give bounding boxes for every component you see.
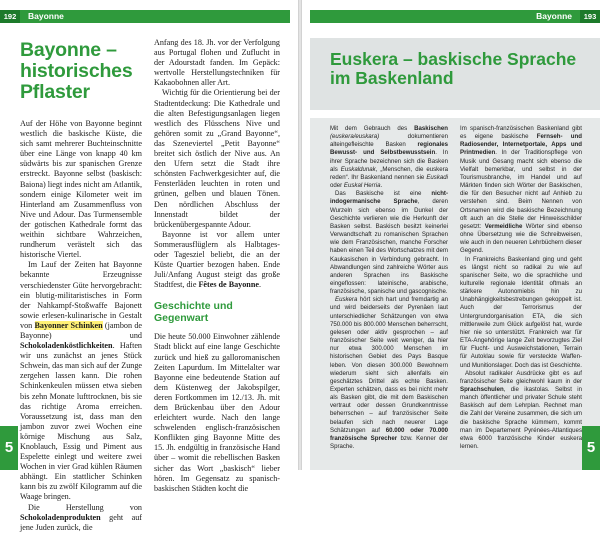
chapter-tab: 5 bbox=[582, 426, 600, 470]
info-column-b bbox=[460, 125, 582, 451]
text-run: . In der Traditionspflege von Musik und Gesang macht sich ebenso die Vielfalt bemerkbar, und selbst in der Tourismusbranche, im Handel und auf Märkten finden sich Wörter der Baskischen, die für den Besucher nicht auf Anhieb zu verstehen sind. Beim Nennen von Ortsnamen wird die baskische Bezeichnung oft auch an die Stelle der Hinweisschilder gesetzt: bbox=[460, 149, 582, 230]
bold-term: 60.000 oder 70.000 französische Sprecher bbox=[330, 426, 448, 442]
info-box-header bbox=[310, 38, 600, 110]
italic-term: Euskera bbox=[335, 296, 358, 304]
paragraph bbox=[20, 503, 142, 533]
paragraph: In Frankreichs Baskenland ging und geht es längst nicht so radikal zu wie auf spanischer Seite, wo die sprachliche und kulturelle regionale Identität oftmals an stärkere Autonomiebis hin zu Unabhängigkeitsbestrebungen gekoppelt ist. Auch der Terrorismus der Untergrundorganisation ETA, die sich mittlerweile zum Glück aufgelöst hat, wurde hier nie so unterstützt. Frankreich war für ETA-Angehörige lange Zeit bevorzugtes Ziel für Flucht- und Ausweichstationen, Terrain für Autoklau sowie für versteckte Waffen- und Munitionslager. Doch das ist Geschichte. bbox=[460, 255, 582, 369]
bold-term: Fernseh- und Radiosender, Internetportale, Apps und Printmedien bbox=[460, 133, 582, 157]
paragraph bbox=[330, 190, 448, 296]
paragraph bbox=[20, 260, 142, 502]
bold-term: Fêtes de Bayonne bbox=[198, 280, 259, 290]
text-run: . In ihrer Sprache bezeichnen sich die Basken als bbox=[330, 149, 448, 173]
text-run: Im Lauf der Zeiten hat Bayonne bekannte Erzeugnisse verschiedenster Güte hervorgebracht: ein blutig-militaristisches in Form der Nahkampf-Stoßwaffe Bajonett sowie erlesen-kulinarische in Gestalt von bbox=[20, 260, 142, 330]
highlighted-term: Bayonner Schinken bbox=[34, 320, 103, 330]
text-run: bzw. Kenner der Sprache. bbox=[330, 434, 448, 451]
running-title: Bayonne bbox=[28, 11, 64, 21]
text-run: . bbox=[380, 182, 383, 190]
running-title: Bayonne bbox=[536, 11, 572, 21]
italic-term: Euskaldunak bbox=[340, 165, 376, 173]
text-run: dokumentieren alteingefleischte Basken bbox=[330, 133, 448, 149]
page-number: 192 bbox=[0, 10, 20, 23]
running-header bbox=[0, 10, 290, 23]
text-run: Wörter sind ebenso ohne Übersetzung wie die Schreibweisen, wie auch in den neueren Lehrbüchern dieser Gegend. bbox=[460, 222, 582, 255]
paragraph bbox=[330, 296, 448, 451]
text-run: , „Menschen, die euskera reden“. Ihr Baskenland nennen sie bbox=[330, 165, 448, 181]
paragraph: Anfang des 18. Jh. vor der Verfolgung aus Portugal flohen und Zuflucht in der Adourstadt fanden. Im Gepäck: wertvolle Herstellungstechniken für Kakaobohnen aller Art. bbox=[154, 38, 280, 88]
bold-term: Sprachschulen bbox=[460, 386, 504, 393]
chapter-title: Bayonne – historisches Pflaster bbox=[20, 39, 133, 103]
text-run: Das Baskische ist eine bbox=[335, 190, 432, 198]
text-run: Mit dem Gebrauch des bbox=[330, 125, 415, 132]
text-run: . Haften wir uns zunächst an jenes Stück Schwein, das man sich auf der Zunge zergehen lassen kann. Die rohen Schinkenkeulen müssen etwa sieben bis zehn Monate lufttrocknen, bis sie das richtige Aroma erreichen. Voraussetzung ist, dass man den jambon zuvor zwei Wochen eine körnige Mischung aus Salz, Knoblauch, Essig und Piment aus Espelette einlegt und weitere zwei Wochen in vier Grad kühlen Räumen abhängt. Ein stattlicher Schinken kann bis zu zwölf Kilogramm auf die Waage bringen. bbox=[20, 341, 142, 502]
info-box-title: Euskera – baskische Sprache im Baskenland bbox=[330, 49, 577, 88]
left-page bbox=[0, 0, 298, 532]
section-heading: Geschichte und Gegenwart bbox=[154, 300, 233, 325]
text-column-b bbox=[154, 38, 280, 494]
paragraph: Auf der Höhe von Bayonne beginnt westlich die baskische Küste, die sich samt mehrerer Buchteinschnitte über eine Länge von knapp 40 km südwärts bis zur spanischen Grenze erstreckt. Bayonne selbst (baskisch: Baiona) liegt indes nicht am Atlantik, sondern einige Kilometer weit im Hinterland am Zusammenfluss von Nive und Adour. Das Turmensemble der gotischen Kathedrale formt das weithin sichtbare Wahrzeichen, rundherum verästelt sich das historische Viertel. bbox=[20, 119, 142, 260]
bold-term: Baskischen bbox=[414, 125, 448, 132]
italic-term: Euskadi bbox=[426, 173, 448, 181]
italic-term: Euskal Herria bbox=[343, 182, 381, 190]
paragraph: Wichtig für die Orientierung bei der Stadtentdeckung: Die Kathedrale und die alten Befestigungsanlagen liegen westlich des Flüsschens Nive und gehören somit zu „Grand Bayonne“, das Szeneviertel „Petit Bayonne“ breitet sich östlich der Nive aus. An den Ufern setzt die Stadt ihre schönsten Fachwerkgesichter auf, die Fensterläden leuchten in roten und grünen, gelben und blauen Tönen. Den nördlichen Abschluss der Innenstadt bildet der brückenübergespannte Adour. bbox=[154, 88, 280, 229]
text-run: (jambon de Bayonne) und bbox=[20, 320, 142, 340]
bold-term: Vermeidliche bbox=[484, 222, 523, 230]
paragraph bbox=[330, 125, 448, 190]
text-run: hört sich hart und fremdartig an und wird beiderseits der Pyrenäen laut unterschiedlicher Schätzungen von etwa 750.000 bis 800.000 Menschen beherrscht, gelesen oder aktiv gesprochen – auf französischer Seite weit weniger, da hier nur etwa 300.000 Menschen im historischen Gebiet des Pays Basque leben. Von diesen 300.000 Bewohnern wiederum sieht sich allenfalls ein geschätztes Drittel als echte Basken. Experten schätzen, dass es bei nicht mehr als Basken gibt, die mit dem Baskischen vertraut oder dessen Grundkenntnisse beherrschen – auf französischer Seite belaufen sich nach neuerer Lage Schätzungen auf bbox=[330, 296, 448, 434]
text-run: . bbox=[258, 280, 261, 290]
text-run: oder bbox=[330, 182, 344, 190]
bold-term: Schokoladenprodukten bbox=[20, 512, 101, 522]
italic-term: (euskera/euskara) bbox=[330, 133, 380, 141]
bold-term: Schokoladenköstlichkeiten bbox=[20, 341, 113, 351]
text-run: Die Herstellung von bbox=[28, 502, 142, 512]
info-column-a bbox=[330, 125, 448, 451]
text-run: geht auf jene Juden zurück, die bbox=[20, 512, 142, 532]
text-run: Im spanisch-französischen Baskenland gibt es eigene baskische bbox=[460, 125, 582, 141]
paragraph bbox=[460, 125, 582, 256]
chapter-tab: 5 bbox=[0, 426, 18, 470]
paragraph: Die heute 50.000 Einwohner zählende Stadt blickt auf eine lange Geschichte zurück und hieß zu galloromanischen Zeiten Lapurdum. Im Mittelalter war Bayonne eine bedeutende Station auf dem Küstenweg der Jakobspilger, deren Fortkommen im 12./13. Jh. mit dem Brückenbau über den Adour erleichtert wurde. Nach den lange schwelenden englisch-französischen Konflikten ging Bayonne Mitte des 15. Jh. endgültig in französische Hand über – womit die rebellischen Basken sicher das Wort „baskisch“ lieber hören. Im Gegensatz zu spanisch-baskischen Städten kocht die bbox=[154, 332, 280, 493]
text-run: , deren Wurzeln sich ebenso im Dunkel der Geschichte verlieren wie die Herkunft der Basken selbst. Baskisch besitzt keinerlei Verwandtschaft zu romanischen Sprachen wie dem Französischen, manche Forscher haben einen Teil des Wortschatzes mit dem Kaukasischen in Verbindung gebracht. In Abwandlungen sind zahlreiche Wörter aus anderen Sprachen ins Baskische eingeflossen: lateinische, arabische, französische, spanische und gascognische. bbox=[330, 198, 448, 296]
text-run: Absolut radikaler Ausdrücke gibt es auf französischer Seite gleichwohl kaum in der bbox=[460, 369, 582, 385]
running-header bbox=[310, 10, 600, 23]
bold-term: regionales Bewusst- und Selbstbewusstsein bbox=[330, 141, 448, 157]
text-column-a bbox=[20, 38, 142, 533]
paragraph bbox=[460, 370, 582, 452]
text-run: Bayonne ist vor allem unter Sommerausflüglern als Halbtages- oder Tagesziel beliebt, die an der Küste Quartier bezogen haben. Ende Juli/Anfang August steigt das große Stadtfest, die bbox=[154, 229, 280, 290]
page-number: 193 bbox=[580, 10, 600, 23]
bold-term: nicht-indogermanische Sprache bbox=[330, 190, 448, 206]
text-run: , die ikastolas. Selbst in manch öffentlicher und privater Schule steht Baskisch auf dem Lehrplan. Rechnet man die Zahl der Vereine zusammen, die sich um die baskische Sprache kümmern, kommt man im Departement Pyrénées-Atlantiques etwa 6000 französische Kinder euskera lernen. bbox=[460, 386, 582, 451]
paragraph bbox=[154, 230, 280, 291]
right-page bbox=[302, 0, 600, 470]
